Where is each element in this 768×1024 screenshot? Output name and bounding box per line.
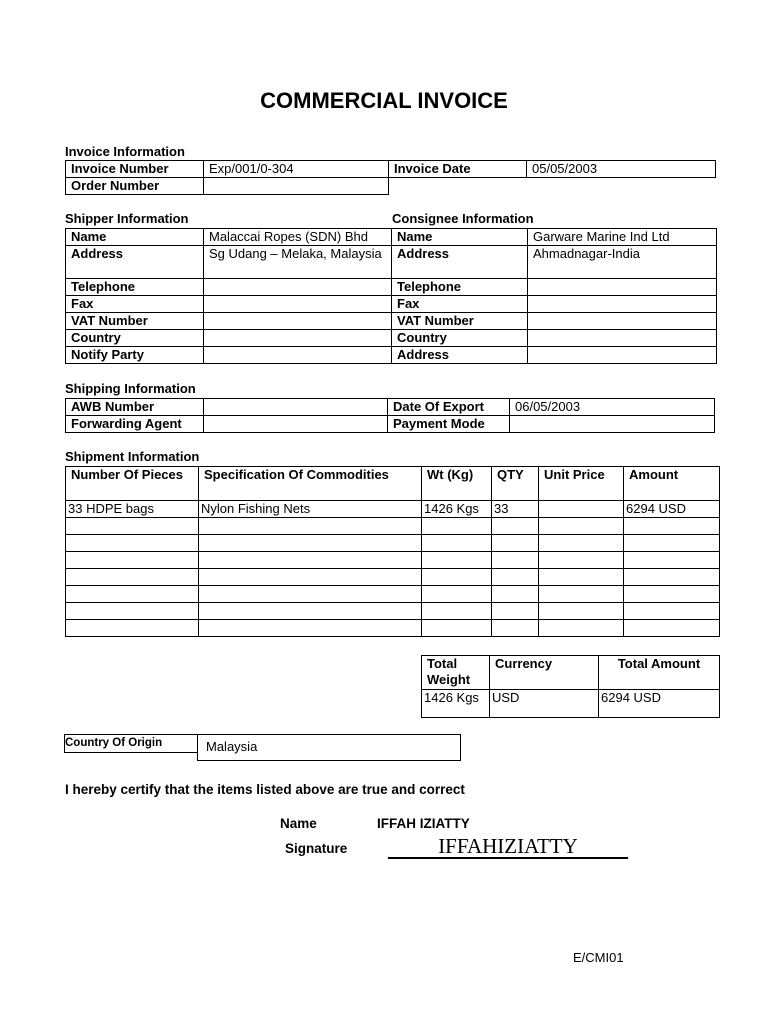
shipper-value	[204, 347, 392, 364]
table-cell	[422, 586, 492, 603]
consignee-value: Ahmadnagar-India	[528, 246, 717, 279]
footer-code: E/CMI01	[573, 950, 624, 965]
shipper-label: Address	[66, 246, 204, 279]
table-cell	[492, 620, 539, 637]
table-cell	[199, 586, 422, 603]
awb-label: AWB Number	[66, 399, 204, 416]
export-date-label: Date Of Export	[388, 399, 510, 416]
table-cell	[199, 552, 422, 569]
total-amount-header: Total Amount	[599, 656, 720, 690]
shipper-value	[204, 313, 392, 330]
table-cell	[66, 535, 199, 552]
forwarding-agent-label: Forwarding Agent	[66, 416, 204, 433]
table-cell	[492, 586, 539, 603]
table-cell	[624, 603, 720, 620]
table-cell	[492, 535, 539, 552]
certification-text: I hereby certify that the items listed above are true and correct	[65, 782, 465, 797]
consignee-label: Name	[392, 229, 528, 246]
forwarding-agent-value	[204, 416, 388, 433]
table-cell: 1426 Kgs	[422, 501, 492, 518]
table-row	[66, 501, 720, 518]
shipper-label: Notify Party	[66, 347, 204, 364]
table-cell	[624, 518, 720, 535]
signatory-name: IFFAH IZIATTY	[377, 816, 470, 831]
consignee-heading: Consignee Information	[392, 211, 534, 226]
table-cell: Nylon Fishing Nets	[199, 501, 422, 518]
invoice-number-value: Exp/001/0-304	[204, 161, 389, 178]
table-row	[66, 620, 720, 637]
table-cell	[199, 535, 422, 552]
table-row	[66, 552, 720, 569]
consignee-value	[528, 313, 717, 330]
shipment-heading: Shipment Information	[65, 449, 200, 464]
table-cell	[66, 518, 199, 535]
table-cell	[422, 620, 492, 637]
table-cell	[199, 569, 422, 586]
invoice-number-label: Invoice Number	[66, 161, 204, 178]
consignee-label: Country	[392, 330, 528, 347]
table-row	[66, 535, 720, 552]
total-amount-value: 6294 USD	[599, 690, 720, 718]
total-weight-header: Total Weight	[422, 656, 490, 690]
shipper-value	[204, 296, 392, 313]
consignee-label: Address	[392, 347, 528, 364]
consignee-value: Garware Marine Ind Ltd	[528, 229, 717, 246]
table-cell	[492, 569, 539, 586]
invoice-date-label: Invoice Date	[389, 161, 527, 178]
table-cell	[624, 620, 720, 637]
table-cell	[624, 552, 720, 569]
table-cell	[539, 535, 624, 552]
shipper-value	[204, 330, 392, 347]
table-cell	[624, 569, 720, 586]
invoice-info-table	[65, 160, 716, 195]
table-cell	[539, 620, 624, 637]
table-cell	[422, 569, 492, 586]
shipper-label: VAT Number	[66, 313, 204, 330]
table-cell: 33 HDPE bags	[66, 501, 199, 518]
export-date-value: 06/05/2003	[510, 399, 715, 416]
table-cell: 33	[492, 501, 539, 518]
consignee-label: VAT Number	[392, 313, 528, 330]
signature: IFFAHIZIATTY	[388, 835, 628, 859]
shipper-value: Malaccai Ropes (SDN) Bhd	[204, 229, 392, 246]
table-row	[66, 603, 720, 620]
currency-value: USD	[490, 690, 599, 718]
table-cell	[539, 603, 624, 620]
col-header: QTY	[492, 467, 539, 501]
shipper-value: Sg Udang – Melaka, Malaysia	[204, 246, 392, 279]
shipper-consignee-table	[65, 228, 717, 364]
table-cell	[422, 603, 492, 620]
shipper-label: Telephone	[66, 279, 204, 296]
total-weight-value: 1426 Kgs	[422, 690, 490, 718]
col-header: Number Of Pieces	[66, 467, 199, 501]
table-cell	[66, 569, 199, 586]
totals-table	[421, 655, 720, 718]
shipper-label: Country	[66, 330, 204, 347]
shipping-table	[65, 398, 715, 433]
consignee-label: Fax	[392, 296, 528, 313]
col-header: Wt (Kg)	[422, 467, 492, 501]
table-cell	[422, 535, 492, 552]
order-number-label: Order Number	[66, 178, 204, 195]
consignee-value	[528, 296, 717, 313]
page-title: COMMERCIAL INVOICE	[260, 88, 508, 113]
table-row	[66, 518, 720, 535]
shipping-heading: Shipping Information	[65, 381, 196, 396]
order-number-value	[204, 178, 389, 195]
shipment-table	[65, 466, 720, 637]
payment-mode-value	[510, 416, 715, 433]
table-cell	[199, 518, 422, 535]
consignee-value	[528, 330, 717, 347]
signature-label: Signature	[285, 841, 348, 856]
table-cell: 6294 USD	[624, 501, 720, 518]
consignee-value	[528, 347, 717, 364]
currency-header: Currency	[490, 656, 599, 690]
table-cell	[539, 569, 624, 586]
table-cell	[66, 603, 199, 620]
table-cell	[624, 535, 720, 552]
invoice-info-heading: Invoice Information	[65, 144, 185, 159]
table-cell	[492, 518, 539, 535]
table-cell	[539, 586, 624, 603]
invoice-date-value: 05/05/2003	[527, 161, 716, 178]
shipper-label: Name	[66, 229, 204, 246]
shipper-label: Fax	[66, 296, 204, 313]
table-cell	[199, 620, 422, 637]
table-cell	[66, 586, 199, 603]
table-cell	[539, 552, 624, 569]
table-cell	[539, 501, 624, 518]
consignee-label: Telephone	[392, 279, 528, 296]
table-row	[66, 586, 720, 603]
table-cell	[66, 552, 199, 569]
table-cell	[624, 586, 720, 603]
origin-value: Malaysia	[197, 734, 461, 761]
consignee-value	[528, 279, 717, 296]
table-row	[66, 569, 720, 586]
awb-value	[204, 399, 388, 416]
payment-mode-label: Payment Mode	[388, 416, 510, 433]
table-cell	[539, 518, 624, 535]
table-cell	[492, 552, 539, 569]
name-label: Name	[280, 816, 317, 831]
shipper-heading: Shipper Information	[65, 211, 189, 226]
shipper-value	[204, 279, 392, 296]
table-cell	[199, 603, 422, 620]
col-header: Unit Price	[539, 467, 624, 501]
table-cell	[422, 552, 492, 569]
consignee-label: Address	[392, 246, 528, 279]
origin-label: Country Of Origin	[64, 734, 197, 753]
table-cell	[492, 603, 539, 620]
table-cell	[66, 620, 199, 637]
table-cell	[422, 518, 492, 535]
col-header: Amount	[624, 467, 720, 501]
col-header: Specification Of Commodities	[199, 467, 422, 501]
